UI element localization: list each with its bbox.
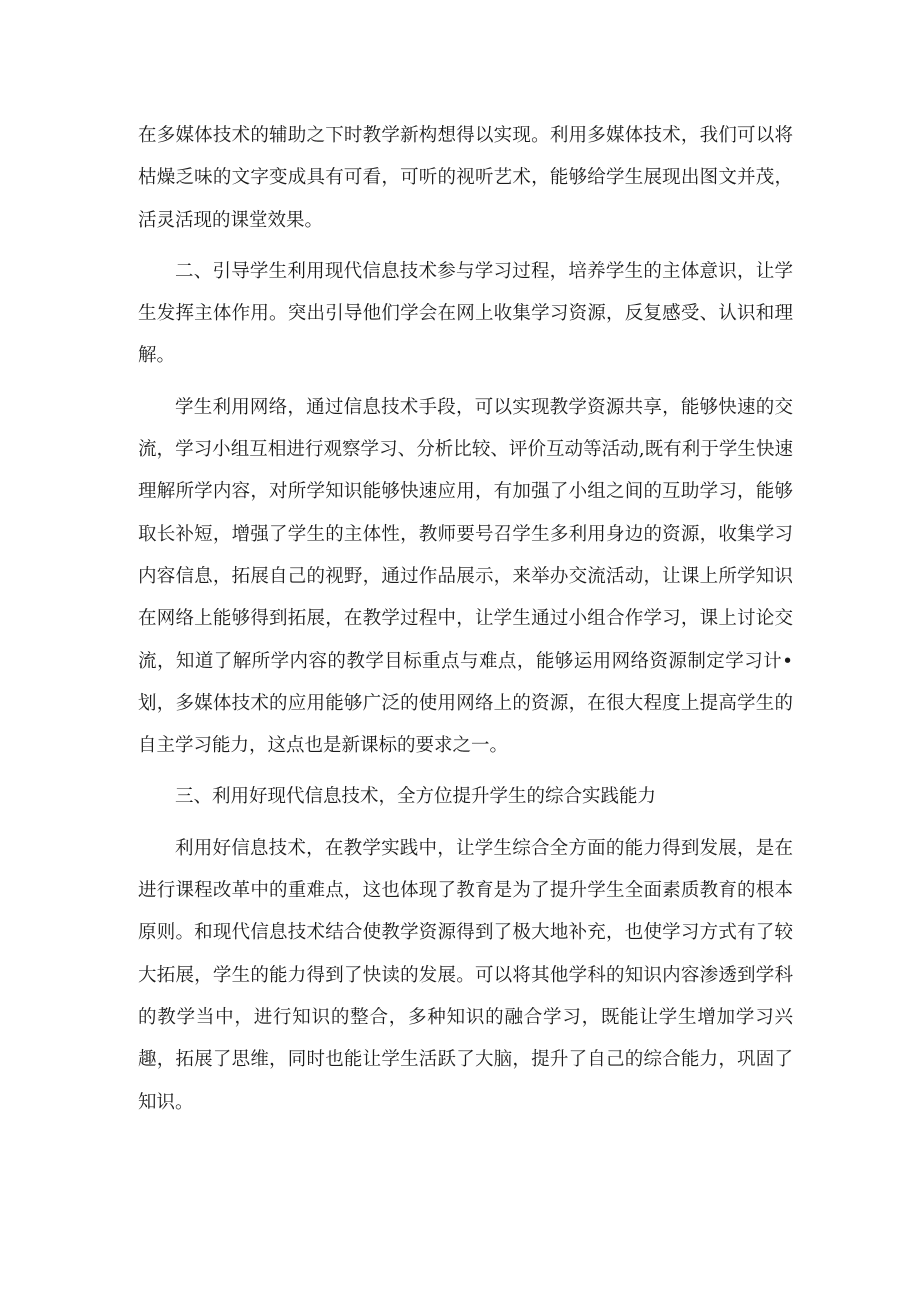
- paragraph-comprehensive-ability: 利用好信息技术，在教学实践中，让学生综合全方面的能力得到发展，是在进行课程改革中的重难点，这也体现了教育是为了提升学生全面素质教育的根本原则。和现代信息技术结合使教学资源得到了极大地补充，也使学习方式有了较大拓展，学生的能力得到了快读的发展。可以将其他学科的知识内容渗透到学科的教学当中，进行知识的整合，多种知识的融合学习，既能让学生增加学习兴趣，拓展了思维，同时也能让学生活跃了大脑，提升了自己的综合能力，巩固了知识。: [138, 837, 793, 1113]
- document-body: [138, 115, 793, 1133]
- paragraph-continued-from-previous-page: 在多媒体技术的辅助之下时教学新构想得以实现。利用多媒体技术，我们可以将枯燥乏味的文字变成具有可看，可听的视听艺术，能够给学生展现出图文并茂，活灵活现的课堂效果。: [138, 125, 793, 231]
- paragraph-network-learning: 学生利用网络，通过信息技术手段，可以实现教学资源共享，能够快速的交流，学习小组互相进行观察学习、分析比较、评价互动等活动,既有利于学生快速理解所学内容，对所学知识能够快速应用，有加强了小组之间的互助学习，能够取长补短，增强了学生的主体性，教师要号召学生多利用身边的资源，收集学习内容信息，拓展自己的视野，通过作品展示，来举办交流活动，让课上所学知识在网络上能够得到拓展，在教学过程中，让学生通过小组合作学习，课上讨论交流，知道了解所学内容的教学目标重点与难点，能够运用网络资源制定学习计•划，多媒体技术的应用能够广泛的使用网络上的资源，在很大程度上提高学生的自主学习能力，这点也是新课标的要求之一。: [138, 396, 793, 757]
- section-heading-two: 二、引导学生利用现代信息技术参与学习过程，培养学生的主体意识，让学生发挥主体作用。突出引导他们学会在网上收集学习资源，反复感受、认识和理解。: [138, 260, 793, 367]
- section-heading-three: 三、利用好现代信息技术，全方位提升学生的综合实践能力: [175, 786, 657, 808]
